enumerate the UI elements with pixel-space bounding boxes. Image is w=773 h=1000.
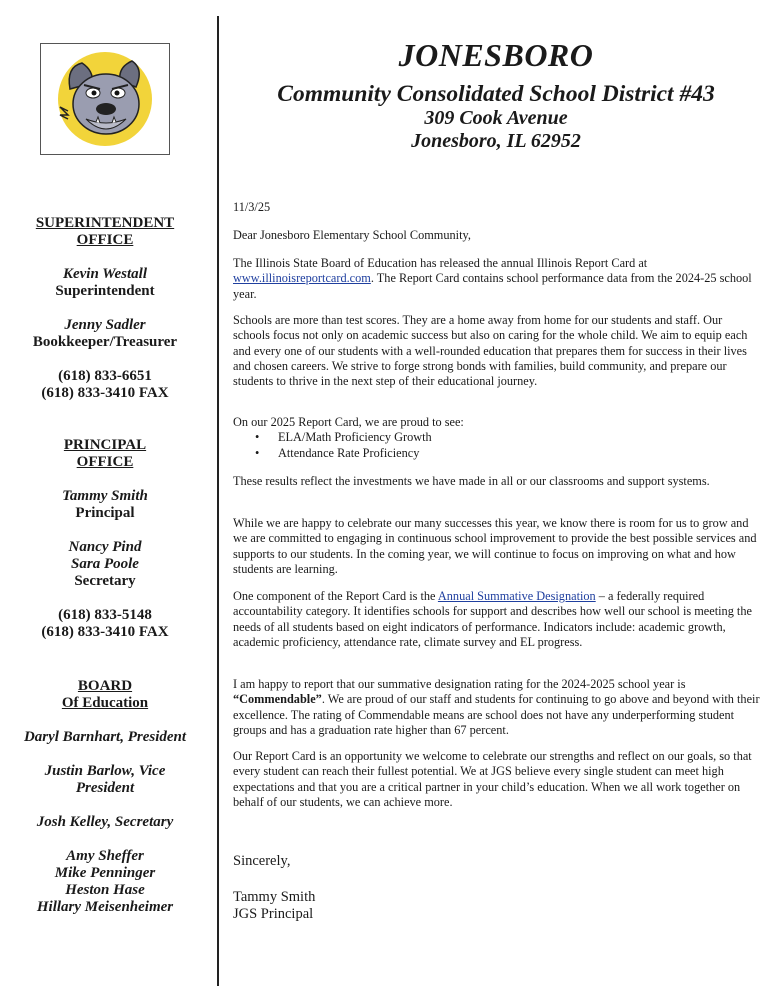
secretary-name-1: Nancy Pind: [68, 539, 142, 555]
board-heading-education: Of Education: [61, 695, 149, 711]
board-member: Hillary Meisenheimer: [36, 899, 174, 915]
board-member: Mike Penninger: [54, 865, 156, 881]
letter-greeting: Dear Jonesboro Elementary School Community,: [233, 228, 471, 242]
district-fax: (618) 833-3410 FAX: [41, 385, 169, 401]
district-phone: (618) 833-6651: [58, 368, 152, 384]
paragraph-5: While we are happy to celebrate our many successes this year, we know there is room for us to grow and we are committed to engaging in continuous school improvement to provide the best possible services and supports to our students. In the coming year, we will continue to focus on improving on what and how students are learning.: [233, 516, 757, 576]
paragraph-7-text: I am happy to report that our summative designation rating for the 2024-2025 school year is: [233, 677, 686, 691]
principal-name: Tammy Smith: [62, 488, 148, 504]
report-card-link[interactable]: www.illinoisreportcard.com: [233, 271, 371, 286]
paragraph-1: [233, 256, 761, 302]
paragraph-6: [233, 589, 761, 650]
paragraph-1-text-end: . The Report Card contains school performance data from the 2024-25 school year.: [233, 271, 752, 301]
principal-phone: (618) 833-5148: [58, 607, 152, 623]
district-title: JONESBORO: [398, 37, 594, 73]
paragraph-3-text: On our 2025 Report Card, we are proud to see:: [233, 415, 464, 429]
commendable-rating: “Commendable”: [233, 692, 322, 707]
paragraph-2: Schools are more than test scores. They are a home away from home for our students and staff. Our schools focus not only on academic success but also on caring for the whole child. We aim to equip each and every one of our students with a well-rounded education that prepares them for success in their lives and chosen careers. We strive to forge strong bonds with families, build community, and prepare our students to thrive in the next step of their educational journey.: [233, 313, 748, 389]
paragraph-7: [233, 677, 761, 738]
principal-heading-office: OFFICE: [76, 454, 134, 470]
secretary-role: Secretary: [74, 573, 136, 589]
signer-title: JGS Principal: [233, 906, 314, 922]
letter-date: 11/3/25: [233, 200, 271, 214]
list-item: • Attendance Rate Proficiency: [255, 445, 420, 460]
bullet-text: ELA/Math Proficiency Growth: [278, 430, 432, 445]
board-member: Heston Hase: [65, 882, 145, 898]
board-president: Daryl Barnhart, President: [23, 729, 187, 745]
superintendent-heading: SUPERINTENDENT: [35, 215, 175, 231]
superintendent-office-block: [0, 215, 210, 402]
board-vice-president: Justin Barlow, Vice: [44, 763, 166, 779]
district-name: Community Consolidated School District #43: [277, 81, 715, 107]
board-member: Amy Sheffer: [66, 848, 144, 864]
closing: Sincerely,: [233, 853, 291, 869]
paragraph-8: Our Report Card is an opportunity we welcome to celebrate our strengths and reflect on our goals, so that every student can reach their fullest potential. We at JGS believe every single student can meet high expectations and that you are a critical partner in your child’s education. When we all work together on behalf of our students, we can achieve more.: [233, 749, 752, 809]
street-address: 309 Cook Avenue: [424, 107, 568, 129]
paragraph-1-text: The Illinois State Board of Education has released the annual Illinois Report Card at: [233, 256, 648, 270]
paragraph-6-text-end: – a federally required accountability category. It identifies schools for support and describes how well our school is meeting the needs of all students based on eight indicators of performance. Indicators include: academic growth, academic proficiency, attendance rate, climate survey and EL progress.: [233, 589, 752, 649]
paragraph-3: [233, 415, 761, 461]
board-secretary: Josh Kelley, Secretary: [36, 814, 174, 830]
superintendent-name: Kevin Westall: [62, 266, 148, 282]
bulldog-logo: [40, 43, 170, 155]
paragraph-7-text-end: . We are proud of our staff and students for continuing to go above and beyond with their excellence. The rating of Commendable means are school does not have any underperforming student groups and has a graduation rate higher than 67 percent.: [233, 692, 760, 737]
bullet-text: Attendance Rate Proficiency: [278, 445, 420, 460]
bookkeeper-role: Bookkeeper/Treasurer: [32, 334, 178, 350]
list-item: • ELA/Math Proficiency Growth: [255, 430, 432, 445]
vertical-divider: [217, 16, 219, 986]
secretary-name-2: Sara Poole: [71, 556, 139, 572]
principal-office-block: [0, 437, 210, 641]
superintendent-heading-office: OFFICE: [76, 232, 134, 248]
superintendent-role: Superintendent: [55, 283, 155, 299]
city-address: Jonesboro, IL 62952: [411, 130, 581, 152]
summative-designation-link[interactable]: Annual Summative Designation: [437, 589, 596, 603]
board-of-education-block: [0, 678, 210, 916]
board-heading: BOARD: [77, 678, 133, 694]
bookkeeper-name: Jenny Sadler: [64, 317, 146, 333]
board-vice-president-cont: President: [75, 780, 135, 796]
principal-role: Principal: [75, 505, 135, 521]
signer-name: Tammy Smith: [233, 889, 316, 905]
principal-fax: (618) 833-3410 FAX: [41, 624, 169, 640]
paragraph-4: These results reflect the investments we have made in all or our classrooms and support systems.: [233, 474, 710, 488]
principal-heading: PRINCIPAL: [63, 437, 147, 453]
bullet-list: [233, 430, 761, 461]
paragraph-6-text: One component of the Report Card is the: [233, 589, 438, 603]
